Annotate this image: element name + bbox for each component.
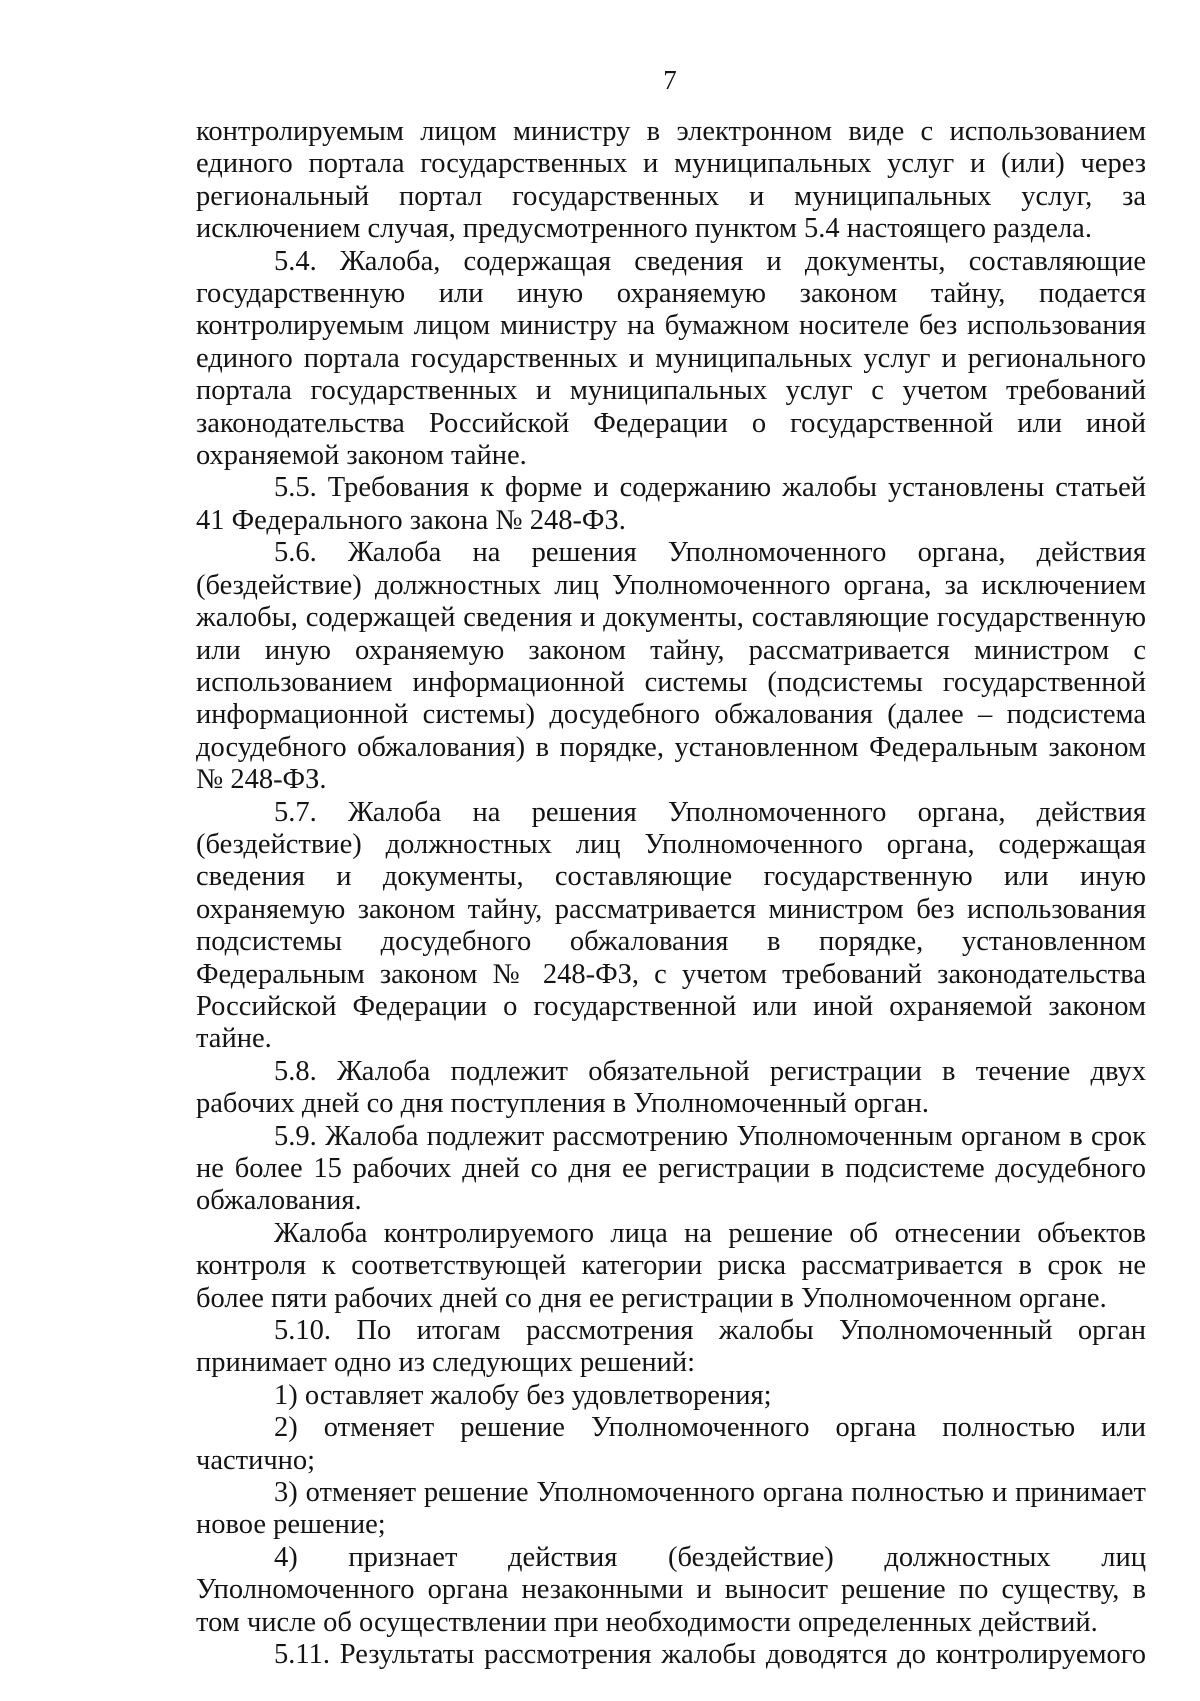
decision-item-3: 3) отменяет решение Уполномоченного органа полностью и принимает новое решение; <box>196 1477 1146 1541</box>
decision-item-1: 1) оставляет жалобу без удовлетворения; <box>274 1379 772 1411</box>
paragraph-5-5: 5.5. Требования к форме и содержанию жалобы установлены статьей 41 Федерального закона № 248-ФЗ. <box>196 472 1146 536</box>
paragraph-5-8: 5.8. Жалоба подлежит обязательной регистрации в течение двух рабочих дней со дня поступления в Уполномоченный орган. <box>196 1055 1146 1120</box>
paragraph-5-9: 5.9. Жалоба подлежит рассмотрению Уполномоченным органом в срок не более 15 рабочих дней со дня ее регистрации в подсистеме досудебного обжалования. <box>196 1120 1146 1217</box>
decision-item-2: 2) отменяет решение Уполномоченного органа полностью или частично; <box>196 1412 1146 1476</box>
document-body <box>196 116 1146 1672</box>
paragraph-5-10: 5.10. По итогам рассмотрения жалобы Уполномоченный орган принимает одно из следующих решений: <box>196 1315 1146 1379</box>
paragraph-5-4: 5.4. Жалоба, содержащая сведения и документы, составляющие государственную или иную охраняемую законом тайну, подается контролируемым лицом министру на бумажном носителе без использования единого портала государственных и муниципальных услуг и регионального портала государственных и муниципальных услуг с учетом требований законодательства Российской Федерации о государственной или иной охраняемой законом тайне. <box>196 245 1146 472</box>
paragraph-5-6: 5.6. Жалоба на решения Уполномоченного органа, действия (бездействие) должностных лиц Уполномоченного органа, за исключением жалобы, содержащей сведения и документы, составляющие государственную или иную охраняемую законом тайну, рассматривается министром с использованием информационной системы (подсистемы государственной информационной системы) досудебного обжалования (далее – подсистема досудебного обжалования) в порядке, установленном Федеральным законом № 248-ФЗ. <box>196 537 1146 796</box>
paragraph-5-11: 5.11. Результаты рассмотрения жалобы доводятся до контролируемого <box>274 1639 1146 1671</box>
paragraph-risk-category: Жалоба контролируемого лица на решение об отнесении объектов контроля к соответствующей категории риска рассматривается в срок не более пяти рабочих дней со дня ее регистрации в Уполномоченном органе. <box>196 1217 1146 1314</box>
paragraph-continuation: контролируемым лицом министру в электронном виде с использованием единого портала государственных и муниципальных услуг и (или) через региональный портал государственных и муниципальных услуг, за исключением случая, предусмотренного пунктом 5.4 настоящего раздела. <box>196 116 1146 245</box>
decision-item-4: 4) признает действия (бездействие) должностных лиц Уполномоченного органа незаконными и выносит решение по существу, в том числе об осуществлении при необходимости определенных действий. <box>196 1541 1146 1638</box>
page-number: 7 <box>663 65 677 95</box>
paragraph-5-7: 5.7. Жалоба на решения Уполномоченного органа, действия (бездействие) должностных лиц Уполномоченного органа, содержащая сведения и документы, составляющие государственную или иную охраняемую законом тайну, рассматривается министром без использования подсистемы досудебного обжалования в порядке, установленном Федеральным законом № 248-ФЗ, с учетом требований законодательства Российской Федерации о государственной или иной охраняемой законом тайне. <box>196 796 1146 1055</box>
